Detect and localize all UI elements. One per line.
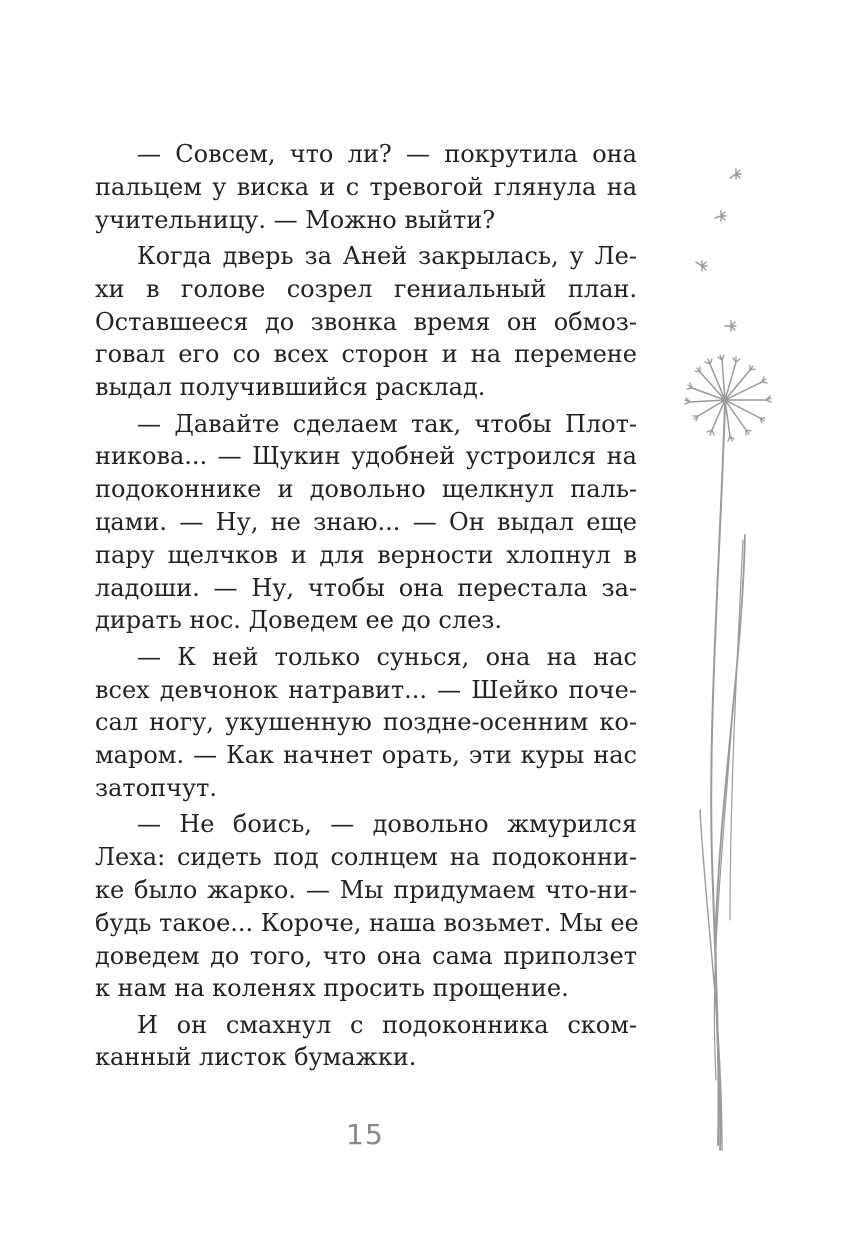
text-line: подоконнике и довольно щелкнул паль- bbox=[95, 475, 637, 504]
text-line: пару щелчков и для верности хлопнул в bbox=[95, 540, 637, 569]
text-line: ладоши. — Ну, чтобы она перестала за- bbox=[95, 573, 637, 602]
text-line: канный листок бумажки. bbox=[95, 1043, 417, 1072]
text-line: — Совсем, что ли? — покрутила она bbox=[137, 140, 637, 168]
text-line: пальцем у виска и с тревогой глянула на bbox=[95, 172, 637, 201]
seed-icon bbox=[715, 211, 726, 221]
text-line: затопчут. bbox=[95, 773, 218, 802]
text-line: никова... — Щукин удобней устроился на bbox=[95, 442, 637, 471]
text-line: Оставшееся до звонка время он обмоз- bbox=[95, 307, 637, 336]
text-line: сал ногу, укушенную поздне-осенним ко- bbox=[95, 708, 637, 737]
text-line: И он смахнул с подоконника ском- bbox=[137, 1010, 637, 1039]
text-line: выдал получившийся расклад. bbox=[95, 373, 486, 402]
text-line: говал его со всех сторон и на перемене bbox=[95, 340, 637, 369]
text-line: доведем до того, что она сама приползет bbox=[95, 941, 637, 970]
text-line: цами. — Ну, не знаю... — Он выдал еще bbox=[95, 507, 637, 536]
text-line: хи в голове созрел гениальный план. bbox=[95, 274, 637, 303]
page-number: 15 bbox=[346, 1118, 384, 1151]
dandelion-icon bbox=[670, 160, 790, 1160]
leaf bbox=[730, 540, 743, 920]
text-line: Когда дверь за Аней закрылась, у Ле- bbox=[137, 241, 637, 270]
text-line: — Не боись, — довольно жмурился bbox=[137, 810, 637, 839]
text-line: дирать нос. Доведем ее до слез. bbox=[95, 606, 503, 635]
text-line: — К ней только сунься, она на нас bbox=[137, 642, 637, 671]
seed-icon bbox=[725, 321, 736, 331]
body-text bbox=[95, 138, 637, 1074]
text-line: будь такое... Короче, наша возьмет. Мы ее bbox=[95, 908, 639, 937]
text-line: учительницу. — Можно выйти? bbox=[95, 205, 496, 234]
text-line: — Давайте сделаем так, чтобы Плот- bbox=[137, 409, 637, 438]
dandelion-head-icon bbox=[685, 355, 771, 441]
text-line: Леха: сидеть под солнцем на подоконни- bbox=[95, 843, 637, 872]
seed-icon bbox=[730, 169, 741, 179]
text-line: к нам на коленях просить прощение. bbox=[95, 974, 569, 1003]
text-line: всех девчонок натравит... — Шейко поче- bbox=[95, 675, 637, 704]
seed-icon bbox=[696, 261, 707, 271]
text-line: ке было жарко. — Мы придумаем что-ни- bbox=[95, 875, 637, 904]
text-line: маром. — Как начнет орать, эти куры нас bbox=[95, 741, 637, 770]
